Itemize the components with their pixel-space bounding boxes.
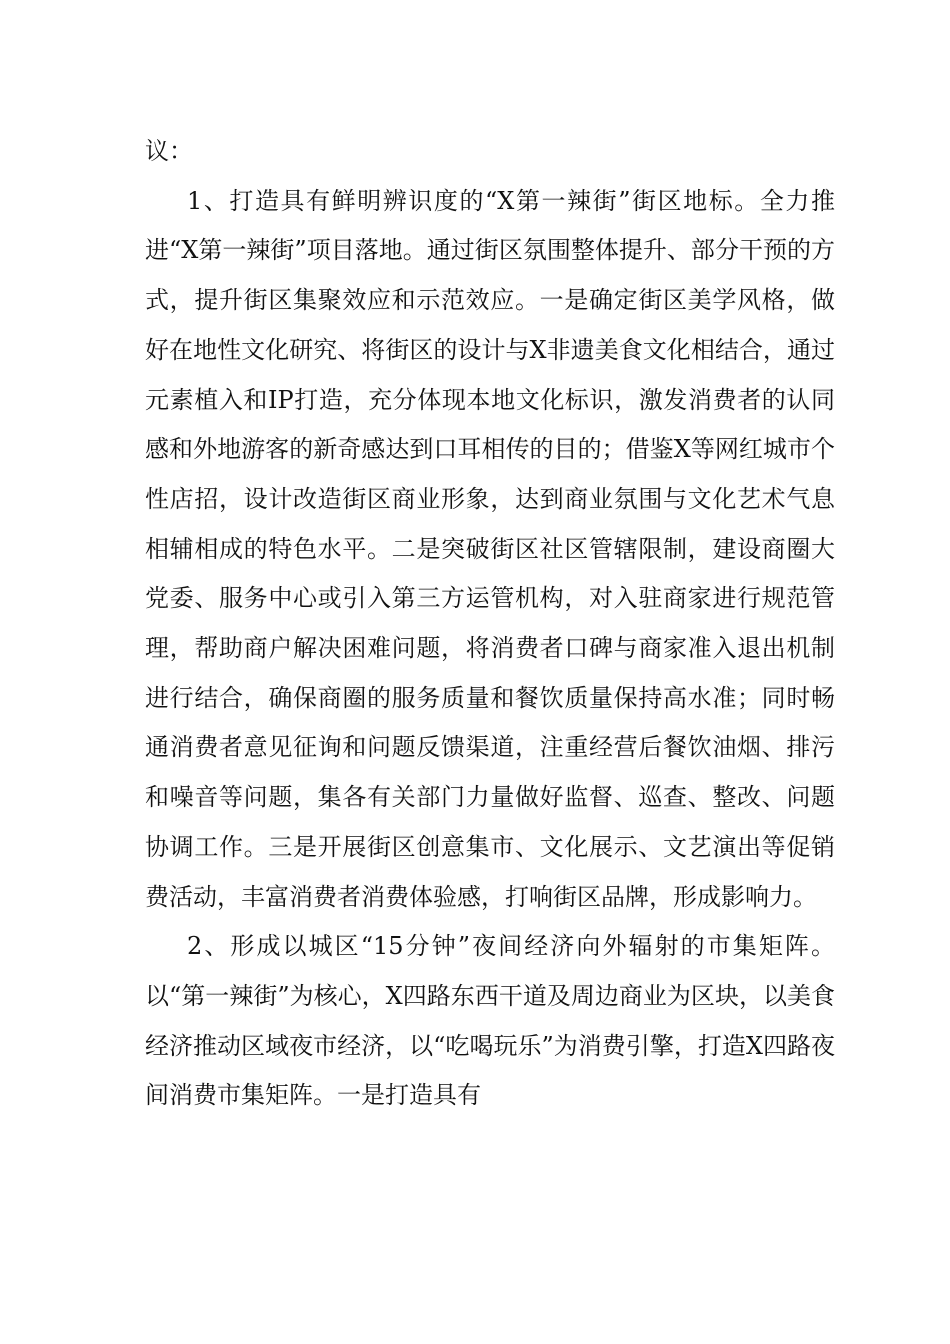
paragraph-continuation: 议： — [145, 137, 193, 165]
paragraph-section-2: 2、形成以城区“15分钟”夜间经济向外辐射的市集矩阵。以“第一辣街”为核心，X四路东西干道及周边商业为区块，以美食经济推动区域夜市经济，以“吃喝玩乐”为消费引擎，打造X四路夜间消费市集矩阵。一是打造具有 — [145, 932, 835, 1110]
document-body — [145, 127, 835, 1121]
paragraph-section-1: 1、打造具有鲜明辨识度的“X第一辣街”街区地标。全力推进“X第一辣街”项目落地。通过街区氛围整体提升、部分干预的方式，提升街区集聚效应和示范效应。一是确定街区美学风格，做好在地性文化研究、将街区的设计与X非遗美食文化相结合，通过元素植入和IP打造，充分体现本地文化标识，激发消费者的认同感和外地游客的新奇感达到口耳相传的目的；借鉴X等网红城市个性店招，设计改造街区商业形象，达到商业氛围与文化艺术气息相辅相成的特色水平。二是突破街区社区管辖限制，建设商圈大党委、服务中心或引入第三方运管机构，对入驻商家进行规范管理，帮助商户解决困难问题，将消费者口碑与商家准入退出机制进行结合，确保商圈的服务质量和餐饮质量保持高水准；同时畅通消费者意见征询和问题反馈渠道，注重经营后餐饮油烟、排污和噪音等问题，集各有关部门力量做好监督、巡查、整改、问题协调工作。三是开展街区创意集市、文化展示、文艺演出等促销费活动，丰富消费者消费体验感，打响街区品牌，形成影响力。 — [145, 186, 835, 911]
